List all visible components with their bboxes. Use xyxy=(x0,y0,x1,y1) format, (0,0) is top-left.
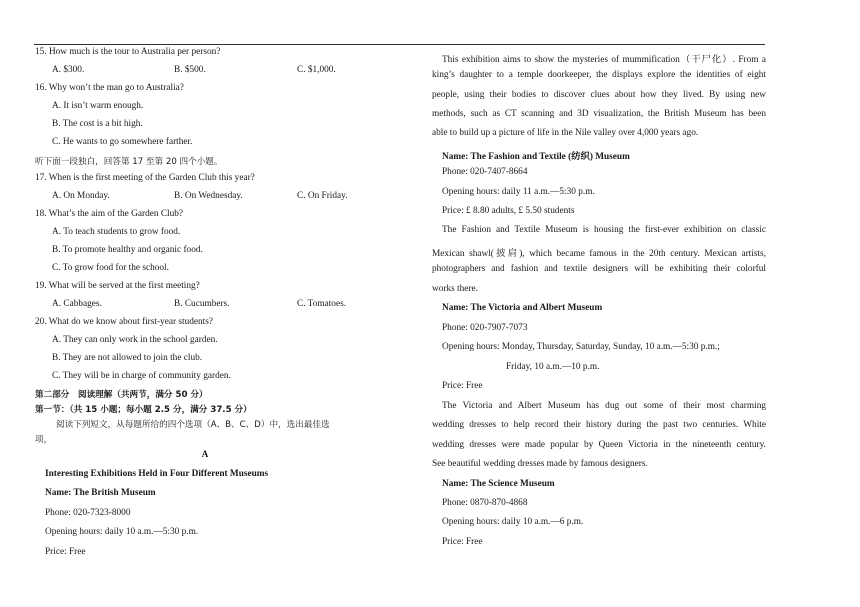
british-desc-line: people, using their bodies to discover clues about how they lived. By using new xyxy=(432,90,766,100)
british-museum-name: Name: The British Museum xyxy=(45,488,156,498)
q16-option-b: B. The cost is a bit high. xyxy=(52,119,143,129)
british-desc-line: able to build up a picture of life in the Nile valley over 4,000 years ago. xyxy=(432,128,699,138)
passage-title: Interesting Exhibitions Held in Four Different Museums xyxy=(45,469,269,479)
british-desc-line: This exhibition aims to show the mysteries of mummification（干尸化）. From a xyxy=(442,55,766,65)
science-museum-price: Price: Free xyxy=(442,537,483,547)
science-museum-hours: Opening hours: daily 10 a.m.—6 p.m. xyxy=(442,517,584,527)
q17-option-b: B. On Wednesday. xyxy=(174,191,243,201)
va-desc-line: The Victoria and Albert Museum has dug out some of their most charming xyxy=(442,401,766,411)
british-museum-phone: Phone: 020-7323-8000 xyxy=(45,508,131,518)
fashion-desc-line: The Fashion and Textile Museum is housing the first-ever exhibition on classic xyxy=(442,225,766,235)
q15-option-a: A. $300. xyxy=(52,65,85,75)
q20-option-c: C. They will be in charge of community garden. xyxy=(52,371,231,381)
q20-option-b: B. They are not allowed to join the club. xyxy=(52,353,203,363)
british-desc-line: king’s daughter to a temple doorkeeper, the displays explore the identities of eight xyxy=(432,70,766,80)
listening-instruction: 听下面一段独白，回答第 17 至第 20 四个小题。 xyxy=(35,157,223,167)
fashion-museum-price: Price: £ 8.80 adults, £ 5.50 students xyxy=(442,206,575,216)
va-museum-price: Price: Free xyxy=(442,381,483,391)
science-museum-phone: Phone: 0870-870-4868 xyxy=(442,498,528,508)
q15-option-c: C. $1,000. xyxy=(297,65,336,75)
question-16: 16. Why won’t the man go to Australia? xyxy=(35,83,184,93)
va-museum-phone: Phone: 020-7907-7073 xyxy=(442,323,528,333)
va-desc-line: wedding dresses were made popular by Queen Victoria in the nineteenth century. xyxy=(432,440,766,450)
q18-option-a: A. To teach students to grow food. xyxy=(52,227,181,237)
question-20: 20. What do we know about first-year students? xyxy=(35,317,213,327)
va-museum-hours: Opening hours: Monday, Thursday, Saturday, Sunday, 10 a.m.—5:30 p.m.; xyxy=(442,342,720,352)
top-rule xyxy=(34,44,765,45)
q17-option-a: A. On Monday. xyxy=(52,191,110,201)
section-one-heading: 第一节：（共 15 小题；每小题 2.5 分，满分 37.5 分） xyxy=(35,405,252,415)
science-museum-name: Name: The Science Museum xyxy=(442,479,555,489)
british-desc-line: methods, such as CT scanning and 3D visualization, the British Museum has been xyxy=(432,109,766,119)
fashion-desc-line: Mexican shawl(披肩), which became famous in the 20th century. Mexican artists, xyxy=(432,249,766,259)
fashion-desc-line: works there. xyxy=(432,284,478,294)
q19-option-a: A. Cabbages. xyxy=(52,299,102,309)
va-museum-name: Name: The Victoria and Albert Museum xyxy=(442,303,603,313)
q16-option-a: A. It isn’t warm enough. xyxy=(52,101,144,111)
q17-option-c: C. On Friday. xyxy=(297,191,348,201)
british-museum-price: Price: Free xyxy=(45,547,86,557)
q15-option-b: B. $500. xyxy=(174,65,206,75)
va-museum-hours-friday: Friday, 10 a.m.—10 p.m. xyxy=(506,362,600,372)
q18-option-c: C. To grow food for the school. xyxy=(52,263,169,273)
reading-instruction-line1: 阅读下列短文，从每题所给的四个选项（A、B、C、D）中，选出最佳选 xyxy=(56,420,330,430)
question-15: 15. How much is the tour to Australia per person? xyxy=(35,47,221,57)
va-desc-line: See beautiful wedding dresses made by famous designers. xyxy=(432,459,648,469)
passage-letter: A xyxy=(201,450,209,460)
q19-option-c: C. Tomatoes. xyxy=(297,299,347,309)
fashion-museum-phone: Phone: 020-7407-8664 xyxy=(442,167,528,177)
part-two-heading: 第二部分 阅读理解（共两节，满分 50 分） xyxy=(35,390,208,400)
q20-option-a: A. They can only work in the school garden. xyxy=(52,335,218,345)
reading-instruction-line2: 项， xyxy=(35,435,53,445)
q18-option-b: B. To promote healthy and organic food. xyxy=(52,245,203,255)
question-17: 17. When is the first meeting of the Garden Club this year? xyxy=(35,173,255,183)
british-museum-hours: Opening hours: daily 10 a.m.—5:30 p.m. xyxy=(45,527,199,537)
fashion-museum-name: Name: The Fashion and Textile (纺织) Museum xyxy=(442,152,630,162)
q19-option-b: B. Cucumbers. xyxy=(174,299,230,309)
q16-option-c: C. He wants to go somewhere farther. xyxy=(52,137,193,147)
fashion-desc-line: photographers and fashion and textile designers will be exhibiting their colorful xyxy=(432,264,766,274)
va-desc-line: wedding dresses to help record their history during the past two centuries. White xyxy=(432,420,766,430)
fashion-museum-hours: Opening hours: daily 11 a.m.—5:30 p.m. xyxy=(442,187,595,197)
question-18: 18. What’s the aim of the Garden Club? xyxy=(35,209,184,219)
question-19: 19. What will be served at the first meeting? xyxy=(35,281,200,291)
